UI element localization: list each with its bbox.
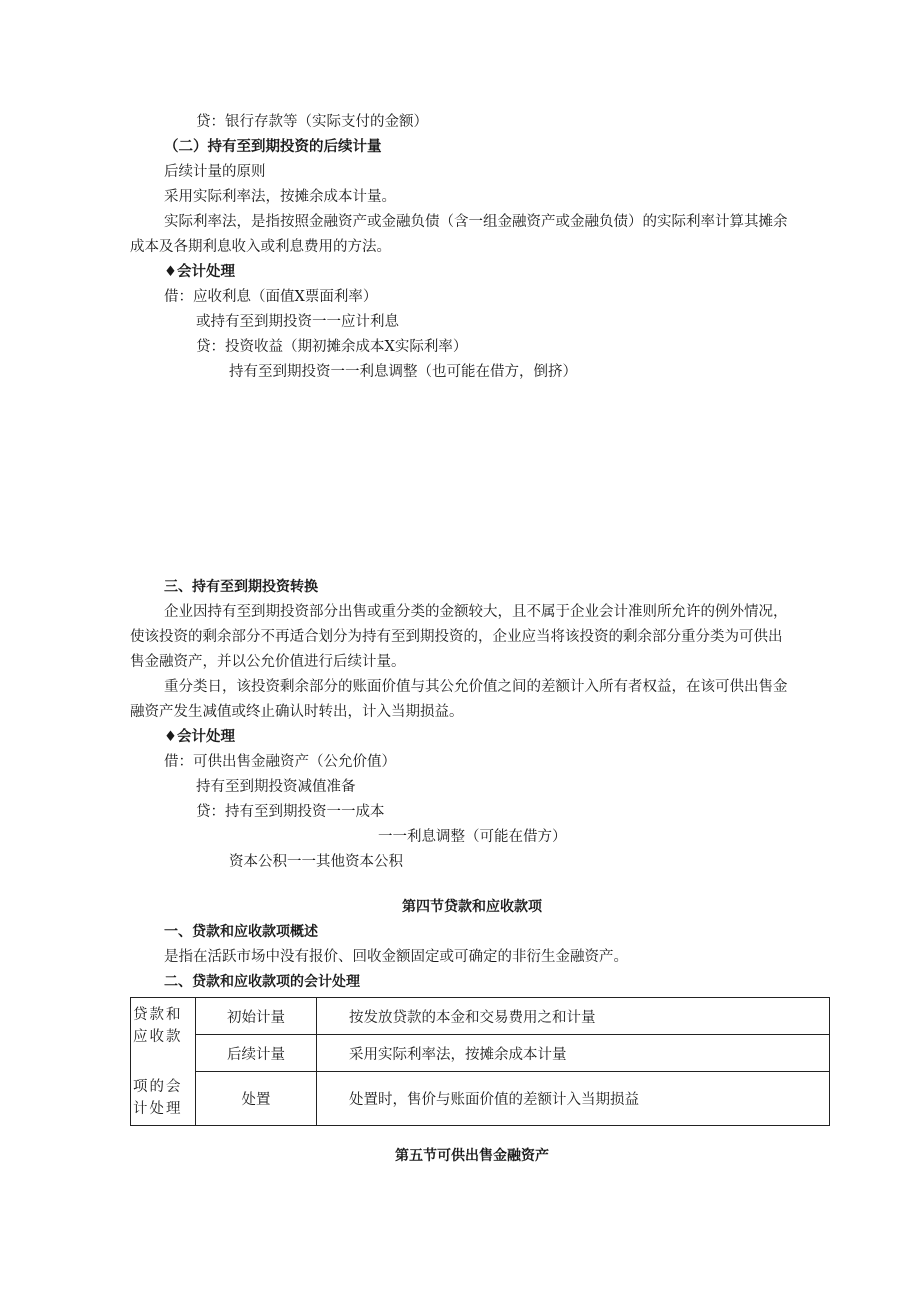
entry-credit-adjust: 持有至到期投资一一利息调整（也可能在借方，倒挤） xyxy=(229,364,577,380)
entry-debit-impairment: 持有至到期投资减值准备 xyxy=(196,779,356,795)
table-cell-desc: 按发放贷款的本金和交易费用之和计量 xyxy=(317,998,830,1035)
entry-debit: 借：可供出售金融资产（公允价值） xyxy=(164,754,396,770)
paragraph: 采用实际利率法，按摊余成本计量。 xyxy=(164,189,396,205)
table-row xyxy=(131,998,830,1035)
section-heading-overview: 一、贷款和应收款项概述 xyxy=(164,924,318,940)
paragraph: 后续计量的原则 xyxy=(164,164,266,180)
paragraph: 是指在活跃市场中没有报价、回收金额固定或可确定的非衍生金融资产。 xyxy=(164,949,628,965)
table-cell-item: 初始计量 xyxy=(196,998,317,1035)
table-cell-item: 后续计量 xyxy=(196,1035,317,1072)
table-row xyxy=(131,1072,830,1126)
paragraph: 实际利率法，是指按照金融资产或金融负债（含一组金融资产或金融负债）的实际利率计算其摊余 xyxy=(164,214,788,230)
entry-credit-adjust: 一一利息调整（可能在借方） xyxy=(378,829,567,845)
loans-receivables-table xyxy=(130,997,830,1126)
accounting-treatment-heading: ♦会计处理 xyxy=(164,728,235,745)
paragraph: 使该投资的剩余部分不再适合划分为持有至到期投资的，企业应当将该投资的剩余部分重分类为可供出 xyxy=(130,629,783,645)
entry-debit: 借：应收利息（面值X票面利率） xyxy=(164,289,378,305)
table-cell-desc: 采用实际利率法，按摊余成本计量 xyxy=(317,1035,830,1072)
entry-credit-bank: 贷：银行存款等（实际支付的金额） xyxy=(196,114,428,130)
table-cell-desc: 处置时，售价与账面价值的差额计入当期损益 xyxy=(317,1072,830,1126)
entry-credit: 贷：持有至到期投资一一成本 xyxy=(196,804,385,820)
paragraph: 售金融资产，并以公允价值进行后续计量。 xyxy=(130,654,406,670)
accounting-treatment-heading: ♦会计处理 xyxy=(164,263,235,280)
entry-credit: 贷：投资收益（期初摊余成本X实际利率） xyxy=(196,339,468,355)
section-heading-accounting: 二、贷款和应收款项的会计处理 xyxy=(164,974,360,990)
paragraph: 融资产发生减值或终止确认时转出，计入当期损益。 xyxy=(130,704,464,720)
section-heading-subsequent: （二）持有至到期投资的后续计量 xyxy=(164,138,382,155)
paragraph: 企业因持有至到期投资部分出售或重分类的金额较大，且不属于企业会计准则所允许的例外情况， xyxy=(164,604,788,620)
table-row xyxy=(131,1035,830,1072)
entry-credit-capital: 资本公积一一其他资本公积 xyxy=(229,854,403,870)
section-heading-transfer: 三、持有至到期投资转换 xyxy=(164,579,318,595)
paragraph: 成本及各期利息收入或利息费用的方法。 xyxy=(130,239,391,255)
chapter-section-title: 第四节贷款和应收款项 xyxy=(402,899,542,915)
chapter-section-title: 第五节可供出售金融资产 xyxy=(395,1148,549,1164)
entry-debit-alt: 或持有至到期投资一一应计利息 xyxy=(196,314,399,330)
table-side-label: 贷款和 应收款 项的会 计处理 xyxy=(131,998,196,1126)
paragraph: 重分类日，该投资剩余部分的账面价值与其公允价值之间的差额计入所有者权益，在该可供出售金 xyxy=(164,679,788,695)
table-cell-item: 处置 xyxy=(196,1072,317,1126)
